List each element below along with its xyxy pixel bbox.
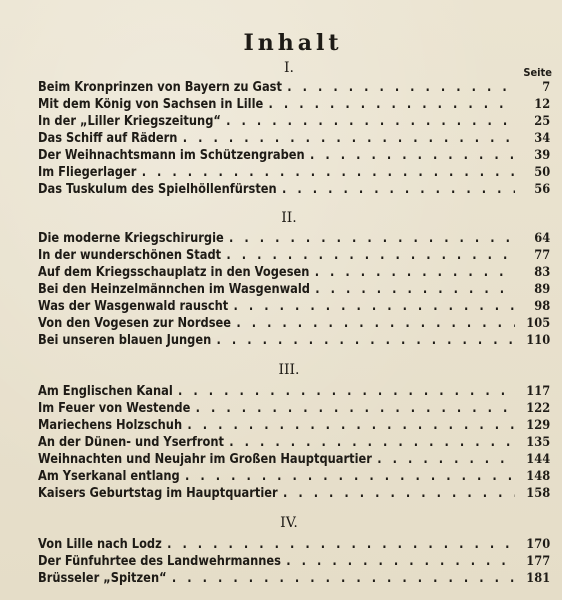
toc-entry[interactable] [38,231,550,248]
leader-dots [224,435,515,450]
entry-title: Der Fünfuhrtee des Landwehrmannes [38,554,281,569]
toc-entry[interactable] [38,299,550,316]
toc-entry[interactable] [38,333,550,350]
entry-title: Das Schiff auf Rädern [38,131,178,146]
entry-page: 64 [534,231,551,246]
entry-page: 25 [534,114,551,129]
toc-entry[interactable] [38,165,550,182]
entry-title: Von Lille nach Lodz [38,537,162,552]
entry-title: Was der Wasgenwald rauscht [38,299,229,314]
entry-title: Beim Kronprinzen von Bayern zu Gast [38,80,282,95]
toc-entry[interactable] [38,182,550,199]
entry-title: Im Fliegerlager [38,165,137,180]
page-title: Inhalt [243,30,343,56]
entry-page: 177 [526,554,551,569]
leader-dots [310,282,515,297]
toc-entry[interactable] [38,97,550,114]
entry-page: 117 [526,384,551,399]
toc-entry[interactable] [38,401,550,418]
entry-page: 144 [526,452,551,467]
leader-dots [305,148,515,163]
entry-title: Im Feuer von Westende [38,401,191,416]
leader-dots [231,316,515,331]
toc-entry[interactable] [38,148,550,165]
entry-page: 34 [534,131,551,146]
entry-title: Bei den Heinzelmännchen im Wasgenwald [38,282,311,297]
entry-title: Mariechens Holzschuh [38,418,183,433]
toc-entry[interactable] [38,131,550,148]
leader-dots [221,248,515,263]
leader-dots [224,231,515,246]
entry-page: 7 [542,80,551,95]
leader-dots [180,469,515,484]
leader-dots [228,299,515,314]
section-numeral-4: IV. [280,515,298,531]
entry-page: 98 [534,299,551,314]
leader-dots [277,182,515,197]
leader-dots [221,114,515,129]
leader-dots [263,97,515,112]
entry-title: Die moderne Kriegschirurgie [38,231,224,246]
entry-page: 110 [526,333,551,348]
section-numeral-1: I. [284,60,294,76]
leader-dots [136,165,515,180]
entry-page: 77 [534,248,551,263]
toc-entry[interactable] [38,248,550,265]
toc-entry[interactable] [38,537,550,554]
entry-title: In der wunderschönen Stadt [38,248,222,263]
entry-title: Brüsseler „Spitzen“ [38,571,167,586]
entry-page: 129 [526,418,551,433]
toc-entry[interactable] [38,384,550,401]
entry-page: 50 [534,165,551,180]
leader-dots [211,333,515,348]
entry-page: 158 [526,486,551,501]
entry-title: Das Tuskulum des Spielhöllenfürsten [38,182,277,197]
toc-entry[interactable] [38,486,550,503]
toc-entry[interactable] [38,282,550,299]
leader-dots [309,265,515,280]
toc-entry[interactable] [38,469,550,486]
entry-title: In der „Liller Kriegszeitung“ [38,114,221,129]
leader-dots [282,80,515,95]
page-column-label: Seite [523,66,552,79]
toc-entry[interactable] [38,80,550,97]
entry-title: Weihnachten und Neujahr im Großen Hauptquartier [38,452,372,467]
leader-dots [372,452,515,467]
entry-page: 56 [534,182,551,197]
entry-title: Kaisers Geburtstag im Hauptquartier [38,486,278,501]
entry-page: 170 [526,537,551,552]
leader-dots [167,571,515,586]
section-numeral-3: III. [278,362,300,378]
entry-title: Bei unseren blauen Jungen [38,333,212,348]
leader-dots [182,418,515,433]
toc-entry[interactable] [38,418,550,435]
leader-dots [162,537,515,552]
entry-page: 39 [534,148,551,163]
leader-dots [190,401,515,416]
entry-page: 135 [526,435,551,450]
entry-page: 181 [526,571,551,586]
entry-title: An der Dünen- und Yserfront [38,435,225,450]
entry-title: Der Weihnachtsmann im Schützengraben [38,148,305,163]
entry-page: 12 [534,97,551,112]
leader-dots [281,554,515,569]
toc-entry[interactable] [38,114,550,131]
leader-dots [173,384,515,399]
toc-entry[interactable] [38,452,550,469]
entry-title: Am Yserkanal entlang [38,469,180,484]
entry-title: Auf dem Kriegsschauplatz in den Vogesen [38,265,310,280]
toc-entry[interactable] [38,316,550,333]
entry-page: 83 [534,265,551,280]
leader-dots [177,131,515,146]
section-numeral-2: II. [281,210,297,226]
toc-entry[interactable] [38,435,550,452]
toc-entry[interactable] [38,571,550,588]
entry-page: 148 [526,469,551,484]
entry-title: Am Englischen Kanal [38,384,173,399]
toc-entry[interactable] [38,554,550,571]
entry-page: 105 [526,316,551,331]
entry-page: 89 [534,282,551,297]
toc-entry[interactable] [38,265,550,282]
leader-dots [278,486,515,501]
entry-title: Mit dem König von Sachsen in Lille [38,97,264,112]
entry-title: Von den Vogesen zur Nordsee [38,316,232,331]
entry-page: 122 [526,401,551,416]
